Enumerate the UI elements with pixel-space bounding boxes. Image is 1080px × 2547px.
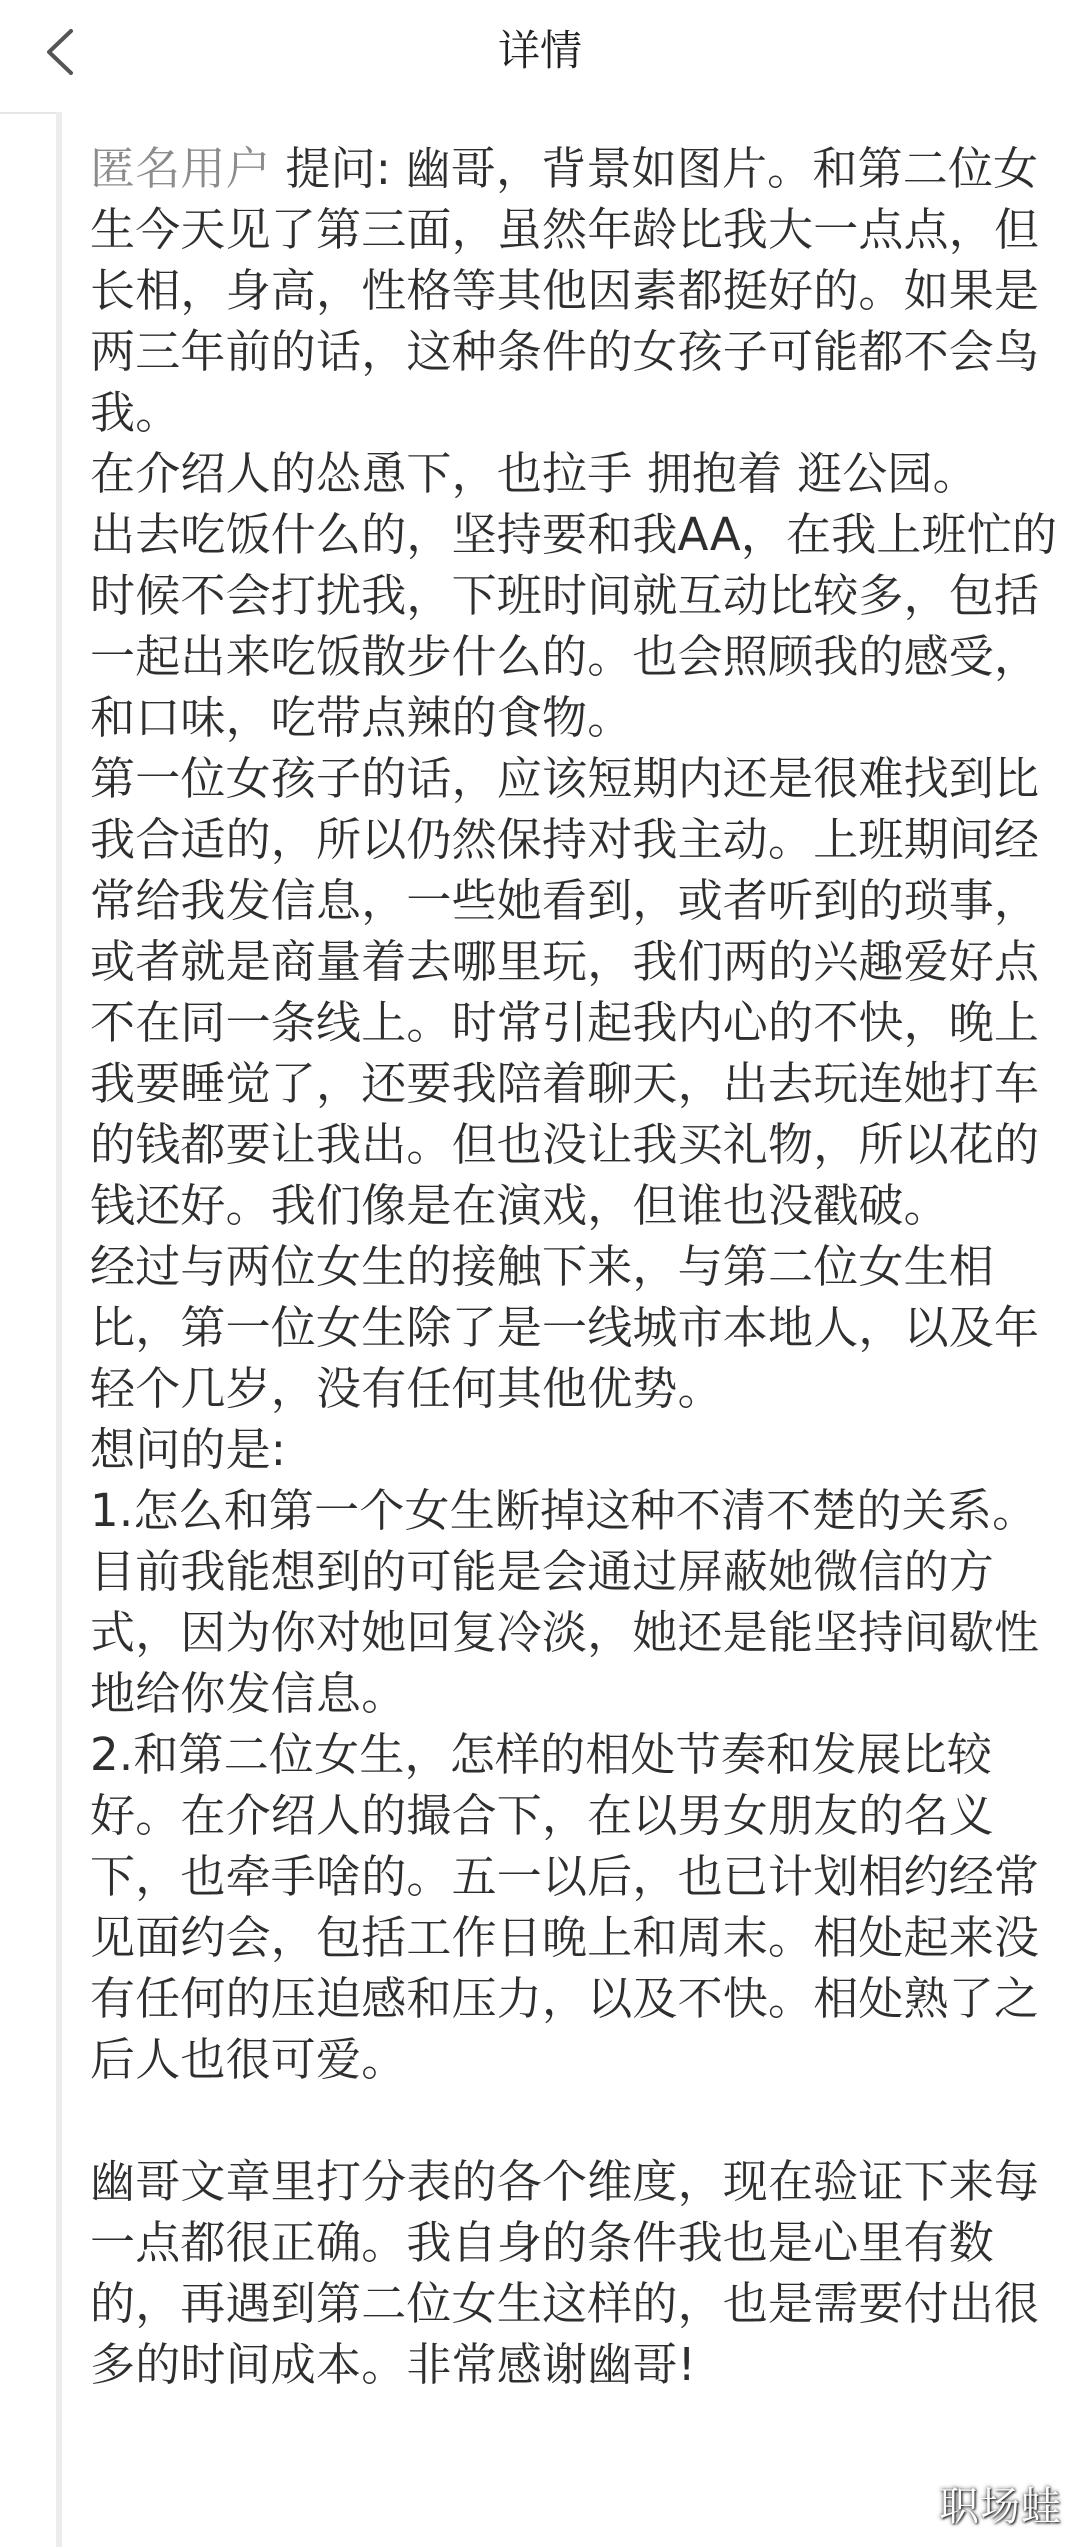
watermark-logo: 职场蛙 — [939, 2484, 1062, 2530]
paragraph-spacer — [90, 2090, 1070, 2151]
post-paragraph-3: 第一位女孩子的话，应该短期内还是很难找到比我合适的，所以仍然保持对我主动。上班期间经常给我发信息，一些她看到，或者听到的琐事，或者就是商量着去哪里玩，我们两的兴趣爱好点不在同一条线上。时常引起我内心的不快，晚上我要睡觉了，还要我陪着聊天，出去玩连她打车的钱都要让我出。但也没让我买礼物，所以花的钱还好。我们像是在演戏，但谁也没戳破。 — [90, 752, 1040, 1232]
post-paragraph-4: 经过与两位女生的接触下来，与第二位女生相比，第一位女生除了是一线城市本地人，以及年轻个几岁，没有任何其他优势。 — [90, 1240, 1040, 1415]
post-body — [90, 138, 1070, 2395]
author-label[interactable]: 匿名用户 — [90, 142, 271, 195]
closing-paragraph: 幽哥文章里打分表的各个维度，现在验证下来每一点都很正确。我自身的条件我也是心里有数的，再遇到第二位女生这样的，也是需要付出很多的时间成本。非常感谢幽哥! — [90, 2155, 1040, 2391]
post-paragraph-6: 1.怎么和第一个女生断掉这种不清不楚的关系。目前我能想到的可能是会通过屏蔽她微信的方式，因为你对她回复冷淡，她还是能坚持间歇性地给你发信息。 — [90, 1484, 1040, 1720]
post-paragraph-7: 2.和第二位女生，怎样的相处节奏和发展比较好。在介绍人的撮合下，在以男女朋友的名义下，也牵手啥的。五一以后，也已计划相约经常见面约会，包括工作日晚上和周末。相处起来没有任何的压迫感和压力，以及不快。相处熟了之后人也很可爱。 — [90, 1728, 1040, 2086]
post-content — [56, 112, 1080, 2547]
post-paragraph-2: 出去吃饭什么的，坚持要和我AA，在我上班忙的时候不会打扰我，下班时间就互动比较多，包括一起出来吃饭散步什么的。也会照顾我的感受，和口味，吃带点辣的食物。 — [90, 508, 1058, 744]
question-paragraph — [90, 138, 1070, 443]
page-title: 详情 — [497, 26, 582, 75]
post-paragraph-5: 想问的是: — [90, 1423, 287, 1476]
post-paragraph-1: 在介绍人的怂恿下，也拉手 拥抱着 逛公园。 — [90, 447, 978, 500]
nav-bar — [0, 0, 1080, 114]
question-lead: 提问: 幽哥，背景如图片。和第二位女生今天见了第三面，虽然年龄比我大一点点，但长相，身高，性格等其他因素都挺好的。如果是两三年前的话，这种条件的女孩子可能都不会鸟我。 — [90, 142, 1040, 439]
